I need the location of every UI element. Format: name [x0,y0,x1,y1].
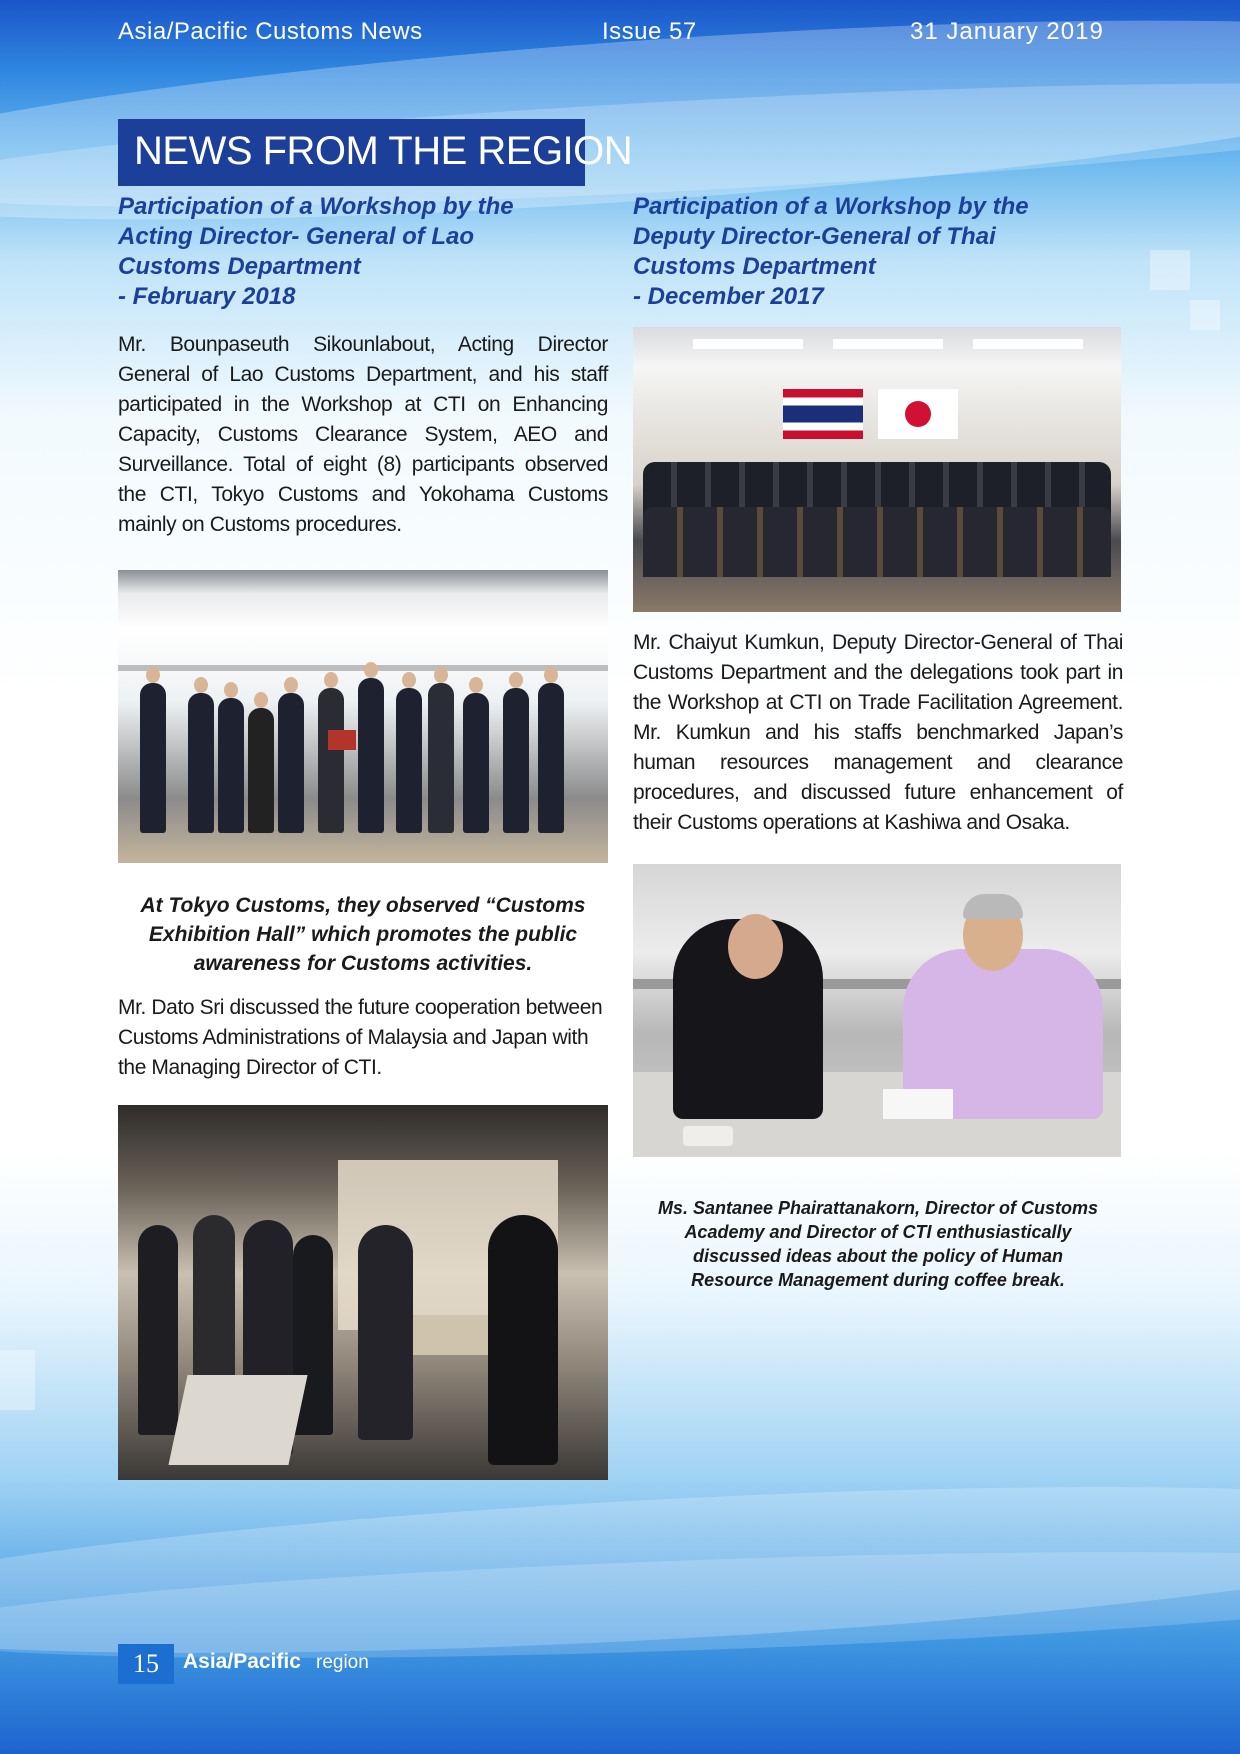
issue-number: Issue 57 [602,18,697,45]
japan-flag [878,389,958,439]
article-body-malaysia: Mr. Dato Sri discussed the future cooperation between Customs Administrations of Malaysia and Japan with the Managing Director of CTI. [118,996,603,1079]
caption-line: Exhibition Hall” which promotes the public [148,923,578,946]
decor-square [0,1350,35,1410]
photo-exhibition-hall [118,1105,608,1480]
footer-region: region [316,1652,369,1673]
title-line: - February 2018 [118,283,296,310]
title-line: Acting Director- General of Lao [118,223,475,250]
article-title-thai [633,192,1133,312]
photo-caption-coffee-break [633,1196,1123,1292]
title-line: Participation of a Workshop by the [633,193,1029,220]
photo-thai-delegation-group [633,327,1121,612]
photo-coffee-break-discussion [633,864,1121,1157]
title-line: Participation of a Workshop by the [118,193,514,220]
caption-line: discussed ideas about the policy of Human [692,1246,1064,1266]
article-title-lao [118,192,598,312]
photo-caption-tokyo [118,891,608,978]
section-banner [118,119,633,186]
article-body-thai: Mr. Chaiyut Kumkun, Deputy Director-General of Thai Customs Department and the delegations took part in the Workshop at CTI on Trade Facilitation Agreement. Mr. Kumkun and his staffs benchmarked Japan’s human resources management and clearance procedures, and discussed future enhancement of their Customs operations at Kashiwa and Osaka. [633,631,1123,834]
footer-brand: Asia/Pacific [183,1650,301,1673]
title-line: Deputy Director-General of Thai [633,223,996,250]
section-title: NEWS FROM THE REGION [134,129,633,173]
photo-group-on-terrace [118,570,608,863]
article-body-lao: Mr. Bounpaseuth Sikounlabout, Acting Director General of Lao Customs Department, and his staff participated in the Workshop at CTI on Enhancing Capacity, Customs Clearance System, AEO and Surveillance. Total of eight (8) participants observed the CTI, Tokyo Customs and Yokohama Customs mainly on Customs procedures. [118,333,608,536]
page-number: 15 [118,1644,174,1684]
title-line: Customs Department [633,253,876,280]
title-line: - December 2017 [633,283,824,310]
caption-line: Academy and Director of CTI enthusiastically [684,1222,1072,1242]
caption-line: Resource Management during coffee break. [691,1270,1065,1290]
decor-square [1190,300,1220,330]
issue-date: 31 January 2019 [910,18,1104,45]
title-line: Customs Department [118,253,361,280]
publication-name: Asia/Pacific Customs News [118,18,423,45]
decor-square [1150,250,1190,290]
caption-line: awareness for Customs activities. [193,952,533,975]
thai-flag [783,389,863,439]
caption-line: At Tokyo Customs, they observed “Customs [140,894,586,917]
caption-line: Ms. Santanee Phairattanakorn, Director of Customs [657,1198,1099,1218]
